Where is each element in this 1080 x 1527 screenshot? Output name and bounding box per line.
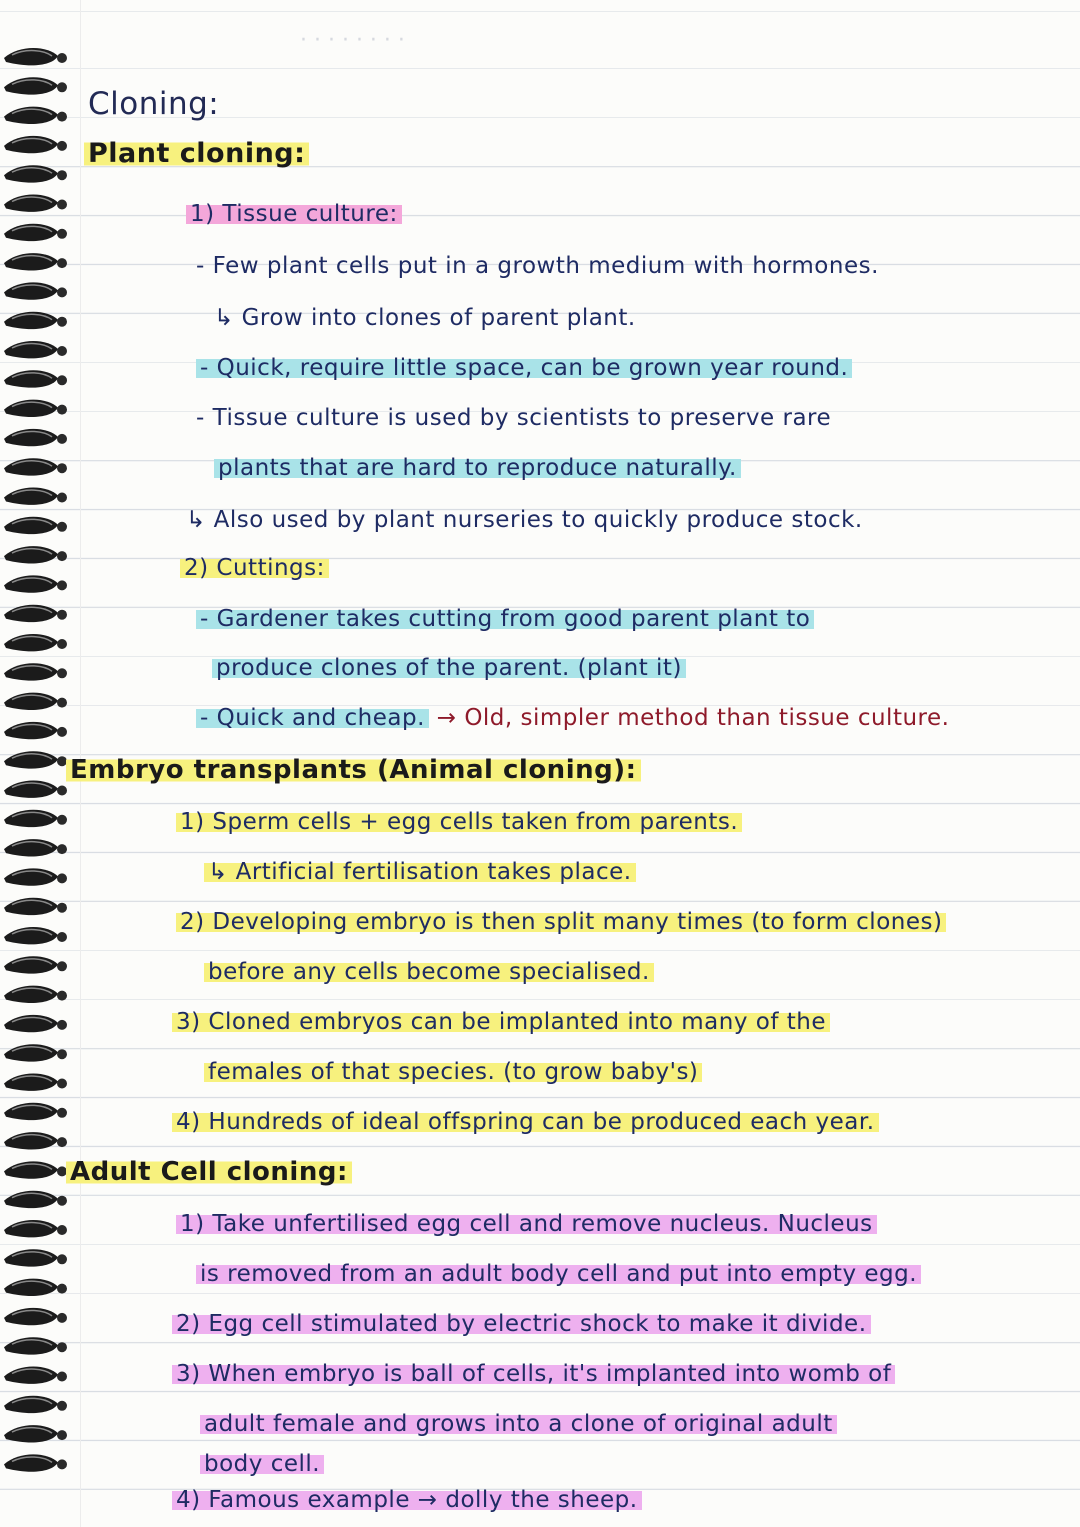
adult-step-3	[172, 1358, 895, 1390]
spiral-ring	[4, 400, 67, 417]
spiral-ring	[4, 370, 67, 387]
tissue-line-6: ↳ Also used by plant nurseries to quickly produce stock.	[186, 507, 863, 533]
embryo-step-2-text: 2) Developing embryo is then split many times (to form clones)	[176, 909, 946, 935]
adult-step-1b	[196, 1258, 921, 1290]
embryo-step-2b-text: before any cells become specialised.	[204, 959, 654, 985]
spiral-ring	[4, 1425, 67, 1442]
spiral-ring	[4, 1103, 67, 1120]
spiral-ring	[4, 693, 67, 710]
adult-step-1-text: 1) Take unfertilised egg cell and remove nucleus. Nucleus	[176, 1211, 877, 1237]
spiral-ring	[4, 282, 67, 299]
spiral-ring	[4, 605, 67, 622]
spiral-ring	[4, 1396, 67, 1413]
spiral-ring	[4, 634, 67, 651]
adult-step-2-text: 2) Egg cell stimulated by electric shock to make it divide.	[172, 1311, 871, 1337]
adult-step-3-text: 3) When embryo is ball of cells, it's implanted into womb of	[172, 1361, 895, 1387]
spiral-ring	[4, 810, 67, 827]
spiral-binding	[0, 0, 70, 1527]
spiral-ring	[4, 253, 67, 270]
cuttings-line-2-text: produce clones of the parent. (plant it)	[212, 655, 686, 681]
spiral-ring	[4, 341, 67, 358]
tissue-line-5-text: plants that are hard to reproduce naturally.	[214, 455, 741, 481]
adult-step-3c	[200, 1448, 324, 1480]
spiral-ring	[4, 107, 67, 124]
spiral-ring	[4, 1015, 67, 1032]
embryo-step-4	[172, 1106, 879, 1138]
embryo-step-2	[176, 906, 946, 938]
cuttings-line-3a: - Quick and cheap.	[196, 705, 429, 731]
adult-cloning-title-text: Adult Cell cloning:	[66, 1157, 352, 1187]
spiral-ring	[4, 1279, 67, 1296]
adult-cloning-title	[66, 1156, 352, 1188]
spiral-ring	[4, 1044, 67, 1061]
tissue-culture-label-text: 1) Tissue culture:	[186, 201, 402, 227]
cuttings-line-1-text: - Gardener takes cutting from good parent plant to	[196, 606, 814, 632]
adult-step-1	[176, 1208, 877, 1240]
tissue-culture-label	[186, 198, 402, 230]
adult-step-4	[172, 1484, 642, 1516]
plant-cloning-title-text: Plant cloning:	[84, 138, 309, 169]
spiral-ring	[4, 136, 67, 153]
embryo-step-4-text: 4) Hundreds of ideal offspring can be produced each year.	[172, 1109, 879, 1135]
adult-step-2	[172, 1308, 871, 1340]
embryo-step-3b-text: females of that species. (to grow baby's)	[204, 1059, 702, 1085]
plant-cloning-title	[84, 138, 309, 170]
embryo-step-1	[176, 806, 742, 838]
spiral-ring	[4, 1191, 67, 1208]
spiral-ring	[4, 546, 67, 563]
embryo-step-1-text: 1) Sperm cells + egg cells taken from parents.	[176, 809, 742, 835]
adult-step-3c-text: body cell.	[200, 1451, 324, 1477]
spiral-ring	[4, 751, 67, 768]
adult-step-3b	[200, 1408, 837, 1440]
bleed-through-text: · · · · · · · ·	[300, 28, 405, 53]
embryo-step-2b	[204, 956, 654, 988]
adult-step-1b-text: is removed from an adult body cell and put into empty egg.	[196, 1261, 921, 1287]
spiral-ring	[4, 1337, 67, 1354]
spiral-ring	[4, 722, 67, 739]
spiral-ring	[4, 1161, 67, 1178]
spiral-ring	[4, 927, 67, 944]
cuttings-label	[180, 552, 329, 584]
spiral-ring	[4, 165, 67, 182]
spiral-ring	[4, 839, 67, 856]
embryo-step-1b-text: ↳ Artificial fertilisation takes place.	[204, 859, 636, 885]
spiral-ring	[4, 312, 67, 329]
spiral-ring	[4, 663, 67, 680]
spiral-ring	[4, 458, 67, 475]
spiral-ring	[4, 48, 67, 65]
embryo-step-3-text: 3) Cloned embryos can be implanted into many of the	[172, 1009, 830, 1035]
cuttings-label-text: 2) Cuttings:	[180, 555, 329, 581]
spiral-ring	[4, 1220, 67, 1237]
tissue-line-1: - Few plant cells put in a growth medium with hormones.	[196, 253, 879, 279]
spiral-ring	[4, 868, 67, 885]
spiral-ring	[4, 429, 67, 446]
spiral-ring	[4, 898, 67, 915]
spiral-ring	[4, 575, 67, 592]
spiral-ring	[4, 1132, 67, 1149]
spiral-ring	[4, 1074, 67, 1091]
spiral-ring	[4, 224, 67, 241]
spiral-ring	[4, 488, 67, 505]
embryo-title-text: Embryo transplants (Animal cloning):	[66, 755, 641, 785]
tissue-line-2: ↳ Grow into clones of parent plant.	[214, 305, 636, 331]
tissue-line-4: - Tissue culture is used by scientists to preserve rare	[196, 405, 832, 431]
spiral-ring	[4, 1454, 67, 1471]
tissue-line-3-text: - Quick, require little space, can be grown year round.	[196, 355, 852, 381]
spiral-ring	[4, 1249, 67, 1266]
cuttings-line-1	[196, 603, 814, 635]
spiral-ring	[4, 77, 67, 94]
embryo-step-3	[172, 1006, 830, 1038]
spiral-ring	[4, 1308, 67, 1325]
spiral-ring	[4, 1367, 67, 1384]
cuttings-line-3b: → Old, simpler method than tissue culture.	[428, 705, 950, 731]
embryo-step-3b	[204, 1056, 702, 1088]
cuttings-line-2	[212, 652, 686, 684]
tissue-line-3	[196, 352, 852, 384]
spiral-ring	[4, 956, 67, 973]
embryo-step-1b	[204, 856, 636, 888]
spiral-ring	[4, 986, 67, 1003]
spiral-ring	[4, 195, 67, 212]
adult-step-4-text: 4) Famous example → dolly the sheep.	[172, 1487, 642, 1513]
adult-step-3b-text: adult female and grows into a clone of original adult	[200, 1411, 837, 1437]
cuttings-line-3	[196, 702, 949, 734]
tissue-line-5	[214, 452, 741, 484]
embryo-title	[66, 754, 641, 786]
page-heading: Cloning:	[88, 86, 220, 122]
spiral-ring	[4, 781, 67, 798]
spiral-ring	[4, 517, 67, 534]
